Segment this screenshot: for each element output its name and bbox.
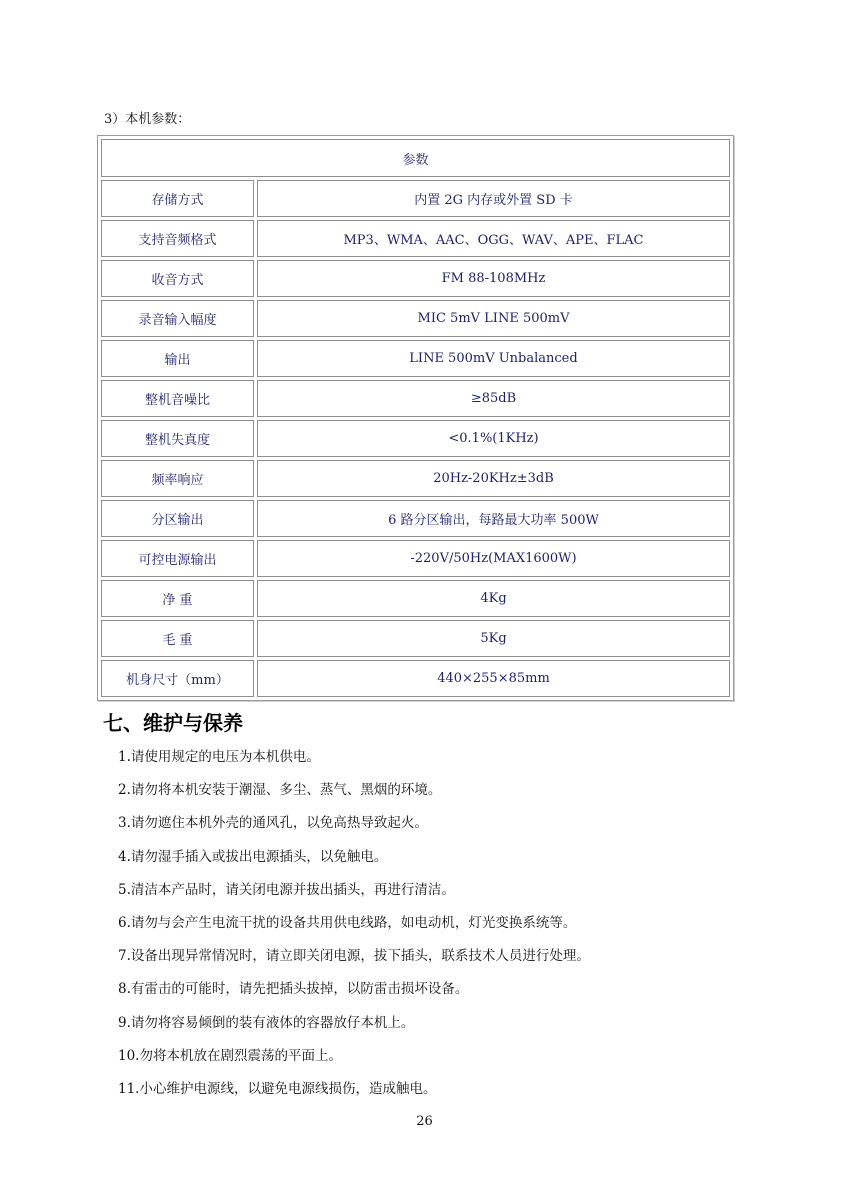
param-value: FM 88-108MHz [257, 260, 730, 297]
param-name: 整机音噪比 [101, 380, 254, 417]
param-name: 机身尺寸（mm） [101, 660, 254, 697]
table-row [101, 260, 730, 297]
param-name: 支持音频格式 [101, 220, 254, 257]
list-item: 11.小心维护电源线，以避免电源线损伤，造成触电。 [118, 1080, 437, 1097]
table-row [101, 180, 730, 217]
maintenance-list [118, 745, 590, 1110]
list-item: 10.勿将本机放在剧烈震荡的平面上。 [118, 1047, 342, 1064]
section-label: 3）本机参数： [104, 112, 191, 127]
list-item: 2.请勿将本机安装于潮湿、多尘、蒸气、黑烟的环境。 [118, 782, 442, 799]
param-value: <0.1%(1KHz) [257, 420, 730, 457]
list-item: 1.请使用规定的电压为本机供电。 [118, 749, 320, 765]
param-value: LINE 500mV Unbalanced [257, 340, 730, 377]
param-name: 整机失真度 [101, 420, 254, 457]
param-value: 5Kg [257, 620, 730, 657]
table-row [101, 220, 730, 257]
list-item: 3.请勿遮住本机外壳的通风孔，以免高热导致起火。 [118, 815, 428, 832]
table-row [101, 420, 730, 457]
table-row [101, 460, 730, 497]
param-name: 收音方式 [101, 260, 254, 297]
param-value: -220V/50Hz(MAX1600W) [257, 540, 730, 577]
table-header-row [101, 139, 730, 177]
param-value: ≥85dB [257, 380, 730, 417]
chapter-title: 七、维护与保养 [103, 711, 243, 735]
param-name: 输出 [101, 340, 254, 377]
table-row [101, 340, 730, 377]
table-row [101, 380, 730, 417]
list-item: 6.请勿与会产生电流干扰的设备共用供电线路，如电动机，灯光变换系统等。 [118, 914, 577, 931]
param-value: 6 路分区输出，每路最大功率 500W [257, 500, 730, 537]
list-item: 9.请勿将容易倾倒的装有液体的容器放仔本机上。 [118, 1014, 415, 1031]
param-name: 可控电源输出 [101, 540, 254, 577]
table-row [101, 540, 730, 577]
list-item: 4.请勿湿手插入或拔出电源插头，以免触电。 [118, 848, 388, 865]
param-value: 内置 2G 内存或外置 SD 卡 [257, 180, 730, 217]
table-row [101, 660, 730, 697]
list-item: 5.清洁本产品时，请关闭电源并拔出插头，再进行清洁。 [118, 881, 455, 898]
table-row [101, 620, 730, 657]
param-name: 净 重 [101, 580, 254, 617]
param-value: MP3、WMA、AAC、OGG、WAV、APE、FLAC [257, 220, 730, 257]
table-row [101, 580, 730, 617]
param-value: 440×255×85mm [257, 660, 730, 697]
page-number: 26 [416, 1114, 433, 1129]
list-item: 7.设备出现异常情况时，请立即关闭电源，拔下插头，联系技术人员进行处理。 [118, 948, 590, 965]
param-value: 20Hz-20KHz±3dB [257, 460, 730, 497]
param-value: MIC 5mV LINE 500mV [257, 300, 730, 337]
param-name: 毛 重 [101, 620, 254, 657]
list-item: 8.有雷击的可能时，请先把插头拔掉，以防雷击损坏设备。 [118, 981, 469, 998]
spec-table [97, 135, 734, 701]
param-name: 存储方式 [101, 180, 254, 217]
param-value: 4Kg [257, 580, 730, 617]
param-name: 录音输入幅度 [101, 300, 254, 337]
param-name: 频率响应 [101, 460, 254, 497]
table-row [101, 500, 730, 537]
param-name: 分区输出 [101, 500, 254, 537]
table-row [101, 300, 730, 337]
table-header: 参数 [101, 139, 730, 177]
